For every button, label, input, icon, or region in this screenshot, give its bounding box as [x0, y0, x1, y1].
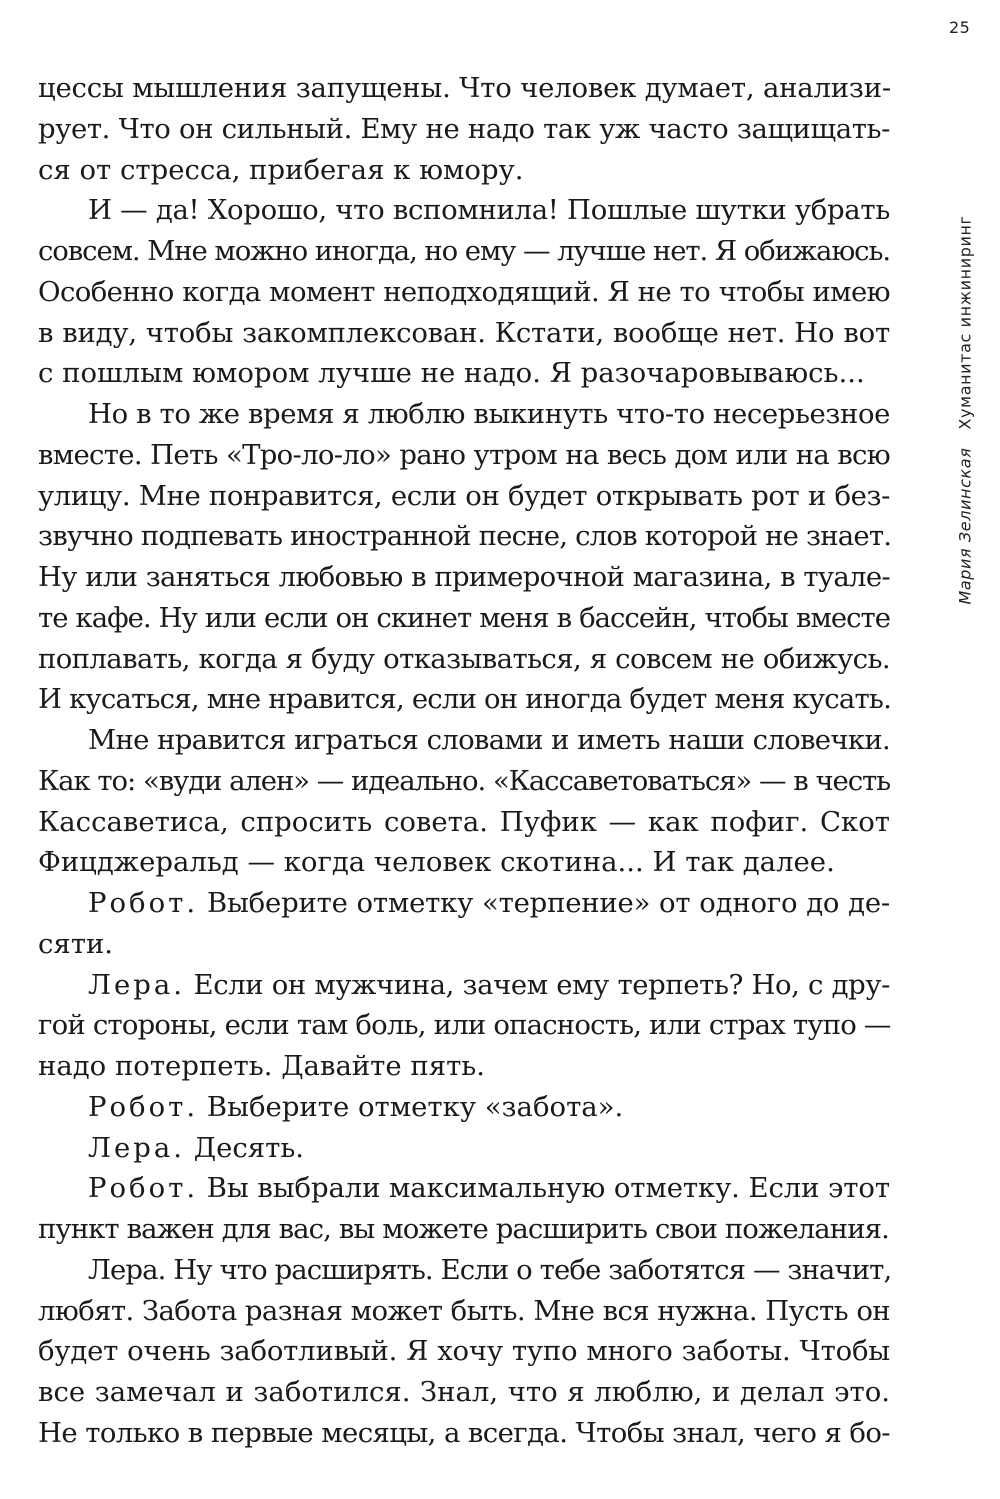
text-line	[38, 1168, 890, 1209]
line-text: в виду, чтобы закомплексован. Кстати, вообще нет. Но вот	[38, 316, 890, 349]
line-text: звучно подпевать иностранной песне, слов которой не знает.	[38, 520, 892, 553]
text-line	[38, 802, 890, 843]
text-line	[38, 231, 890, 272]
body-text	[38, 68, 890, 1454]
line-text: И — да! Хорошо, что вспомнила! Пошлые шутки убрать	[88, 194, 890, 227]
line-text: совсем. Мне можно иногда, но ему — лучше нет. Я обижаюсь.	[38, 235, 890, 267]
text-line	[38, 394, 890, 435]
speaker-name: Робот.	[88, 1090, 199, 1123]
speaker-name: Робот.	[88, 1172, 199, 1205]
text-line	[38, 1413, 890, 1454]
text-line	[38, 190, 890, 231]
line-text: Не только в первые месяцы, а всегда. Чтобы знал, чего я бо-	[38, 1416, 890, 1449]
text-line	[38, 679, 890, 720]
text-line	[38, 557, 890, 598]
line-text: надо потерпеть. Давайте пять.	[38, 1050, 485, 1082]
speaker-name: Лера.	[88, 968, 185, 1001]
text-line	[38, 150, 890, 191]
line-text: Но в то же время я люблю выкинуть что-то несерьезное	[88, 398, 890, 430]
speaker-name: Робот.	[88, 887, 199, 919]
speaker-name: Лера.	[88, 1131, 185, 1164]
line-text: Вы выбрали максимальную отметку. Если этот	[206, 1172, 890, 1205]
text-line	[38, 1331, 890, 1372]
text-line	[38, 842, 890, 883]
text-line	[38, 761, 890, 802]
line-text: Как то: «вуди ален» — идеально. «Кассаветоваться» — в честь	[38, 764, 890, 797]
line-text: Мне нравится играться словами и иметь наши словечки.	[88, 724, 890, 756]
line-text: те кафе. Ну или если он скинет меня в бассейн, чтобы вместе	[38, 601, 890, 634]
text-line	[38, 313, 890, 354]
text-line	[38, 1128, 890, 1169]
text-line	[38, 109, 890, 150]
line-text: гой стороны, если там боль, или опасность, или страх тупо —	[38, 1009, 891, 1042]
text-line	[38, 883, 890, 924]
line-text: Фицджеральд — когда человек скотина... И так далее.	[38, 846, 835, 879]
text-line	[38, 68, 890, 109]
line-text: Если он мужчина, зачем ему терпеть? Но, с дру-	[193, 968, 891, 1001]
text-line	[38, 924, 890, 965]
line-text: все замечал и заботился. Знал, что я люблю, и делал это.	[38, 1376, 890, 1408]
running-header	[956, 215, 975, 604]
text-line	[38, 965, 890, 1006]
text-line	[38, 598, 890, 639]
text-line	[38, 516, 890, 557]
text-line	[38, 272, 890, 313]
text-line	[38, 1046, 890, 1087]
line-text: Особенно когда момент неподходящий. Я не то чтобы имею	[38, 275, 890, 308]
line-text: вместе. Петь «Тро-ло-ло» рано утром на весь дом или на всю	[38, 438, 890, 471]
line-text: поплавать, когда я буду отказываться, я совсем не обижусь.	[38, 642, 890, 675]
line-text: Лера. Ну что расширять. Если о тебе заботятся — значит,	[88, 1253, 892, 1286]
line-text: рует. Что он сильный. Ему не надо так уж часто защищать-	[38, 112, 890, 145]
running-header-title: Хуманитас инжиниринг	[955, 215, 975, 430]
line-text: И кусаться, мне нравится, если он иногда будет меня кусать.	[38, 683, 892, 716]
text-line	[38, 1372, 890, 1413]
line-text: Ну или заняться любовью в примерочной магазина, в туале-	[38, 561, 890, 593]
line-text: цессы мышления запущены. Что человек думает, анализи-	[38, 72, 891, 104]
text-line	[38, 435, 890, 476]
running-header-author: Мария Зелинская	[955, 447, 975, 605]
line-text: с пошлым юмором лучше не надо. Я разочаровываюсь...	[38, 357, 865, 390]
line-text: будет очень заботливый. Я хочу тупо много заботы. Чтобы	[38, 1335, 890, 1368]
line-text: улицу. Мне понравится, если он будет открывать рот и без-	[38, 479, 890, 512]
line-text: пункт важен для вас, вы можете расширить свои пожелания.	[38, 1213, 889, 1245]
line-text: любят. Забота разная может быть. Мне вся нужна. Пусть он	[38, 1294, 890, 1327]
text-line	[38, 353, 890, 394]
line-text: ся от стресса, прибегая к юмору.	[38, 153, 524, 186]
text-line	[38, 1005, 890, 1046]
text-line	[38, 1087, 890, 1128]
line-text: сяти.	[38, 927, 114, 960]
text-line	[38, 1291, 890, 1332]
line-text: Выберите отметку «терпение» от одного до де-	[206, 887, 891, 919]
text-line	[38, 639, 890, 680]
text-line	[38, 1250, 890, 1291]
line-text: Десять.	[193, 1131, 305, 1164]
text-line	[38, 476, 890, 517]
line-text: Кассаветиса, спросить совета. Пуфик — как пофиг. Скот	[38, 805, 890, 838]
line-text: Выберите отметку «забота».	[206, 1090, 624, 1123]
page-number: 25	[949, 18, 971, 37]
text-line	[38, 720, 890, 761]
text-line	[38, 1209, 890, 1250]
